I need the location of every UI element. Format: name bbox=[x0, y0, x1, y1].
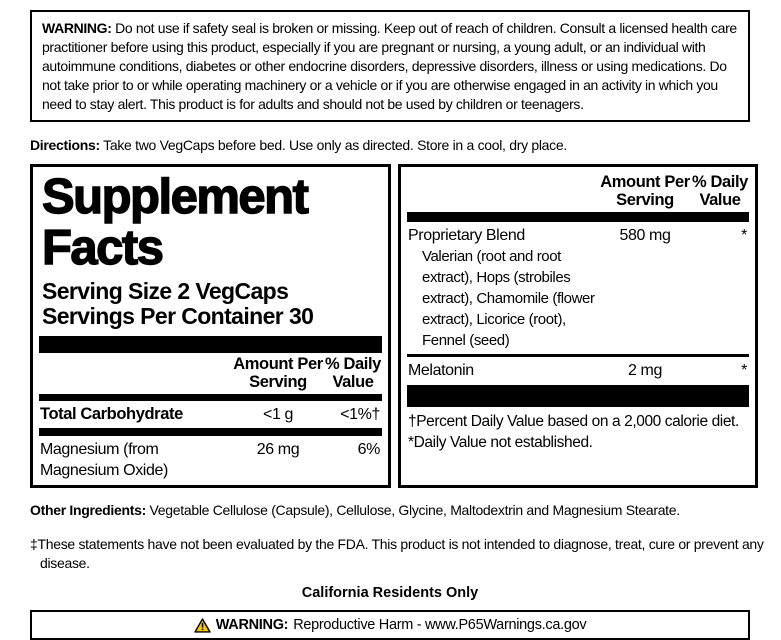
column-headers-left bbox=[39, 355, 382, 391]
directions-lead: Directions: bbox=[30, 137, 100, 153]
table-row bbox=[407, 222, 749, 351]
amount-per-serving-header: Amount Per Serving bbox=[233, 354, 323, 391]
supplement-facts-panel-right bbox=[398, 164, 758, 488]
column-headers-right bbox=[407, 173, 749, 209]
nutrient-dv: * bbox=[741, 227, 747, 244]
nutrient-dv: * bbox=[741, 362, 747, 379]
safety-warning-lead: WARNING: bbox=[42, 20, 112, 36]
servings-per-container: Servings Per Container 30 bbox=[42, 303, 314, 329]
nutrient-name: Magnesium (from Magnesium Oxide) bbox=[40, 441, 168, 479]
divider-bar bbox=[39, 428, 382, 436]
nutrient-dv: <1%† bbox=[340, 405, 380, 423]
safety-warning-text: WARNING: Do not use if safety seal is broken or missing. Keep out of reach of children. Consult a licensed health care practitioner before using this product, especially if you are pregnant or nursing, a young adult, or an individual with autoimmune conditions, diabetes or other endocrine disorders, depressive disorders, illness or using medications. Do not take prior to or while operating machinery or a vehicle or if you are otherwise engaged in an activity in which you need to stay alert. This product is for adults and should not be used by children or teenagers. bbox=[42, 20, 737, 112]
nutrient-amount: 580 mg bbox=[619, 227, 671, 244]
supplement-facts bbox=[30, 164, 758, 488]
nutrient-amount: 2 mg bbox=[628, 362, 662, 379]
directions-text: Directions: Take two VegCaps before bed. Use only as directed. Store in a cool, dry place. bbox=[30, 137, 567, 153]
warning-triangle-icon bbox=[194, 618, 211, 633]
daily-value-header: % Daily Value bbox=[692, 173, 748, 209]
footnote-daily-value: †Percent Daily Value based on a 2,000 calorie diet. bbox=[408, 413, 739, 430]
divider-bar bbox=[407, 385, 749, 407]
nutrient-name: Total Carbohydrate bbox=[40, 404, 183, 423]
table-row bbox=[407, 357, 749, 381]
supplement-facts-panel-left bbox=[30, 164, 391, 488]
daily-value-header: % Daily Value bbox=[325, 354, 381, 391]
prop65-warning-lead: WARNING: bbox=[215, 617, 289, 633]
nutrient-name: Proprietary Blend bbox=[408, 227, 525, 244]
other-ingredients-lead: Other Ingredients: bbox=[30, 502, 146, 518]
nutrient-dv: 6% bbox=[357, 441, 380, 458]
facts-title-line1: Supplement bbox=[42, 170, 308, 224]
divider-bar bbox=[39, 394, 382, 401]
serving-size: Serving Size 2 VegCaps bbox=[42, 278, 289, 304]
fda-disclaimer: ‡These statements have not been evaluated by the FDA. This product is not intended to diagnose, treat, cure or prevent any disease. bbox=[30, 536, 764, 571]
facts-title-line2: Facts bbox=[42, 221, 163, 275]
table-row bbox=[39, 436, 382, 481]
amount-per-serving-header: Amount Per Serving bbox=[600, 173, 690, 209]
prop65-warning-box bbox=[30, 610, 750, 640]
divider-bar bbox=[39, 336, 382, 353]
footnotes bbox=[407, 411, 749, 453]
safety-warning-box bbox=[30, 10, 750, 122]
nutrient-amount: <1 g bbox=[263, 405, 293, 423]
proprietary-blend-components: Valerian (root and root extract), Hops (strobiles extract), Chamomile (flower extract), Licorice (root), Fennel (seed) bbox=[422, 248, 595, 349]
divider-bar bbox=[407, 212, 749, 222]
footnote-not-established: *Daily Value not established. bbox=[408, 434, 593, 451]
prop65-warning-text: Reproductive Harm - www.P65Warnings.ca.gov bbox=[293, 617, 587, 633]
california-residents-heading: California Residents Only bbox=[301, 585, 479, 601]
other-ingredients-text: Other Ingredients: Vegetable Cellulose (Capsule), Cellulose, Glycine, Maltodextrin and Magnesium Stearate. bbox=[30, 502, 680, 518]
nutrient-name: Melatonin bbox=[408, 362, 474, 379]
nutrient-amount: 26 mg bbox=[256, 441, 300, 458]
table-row bbox=[39, 401, 382, 425]
